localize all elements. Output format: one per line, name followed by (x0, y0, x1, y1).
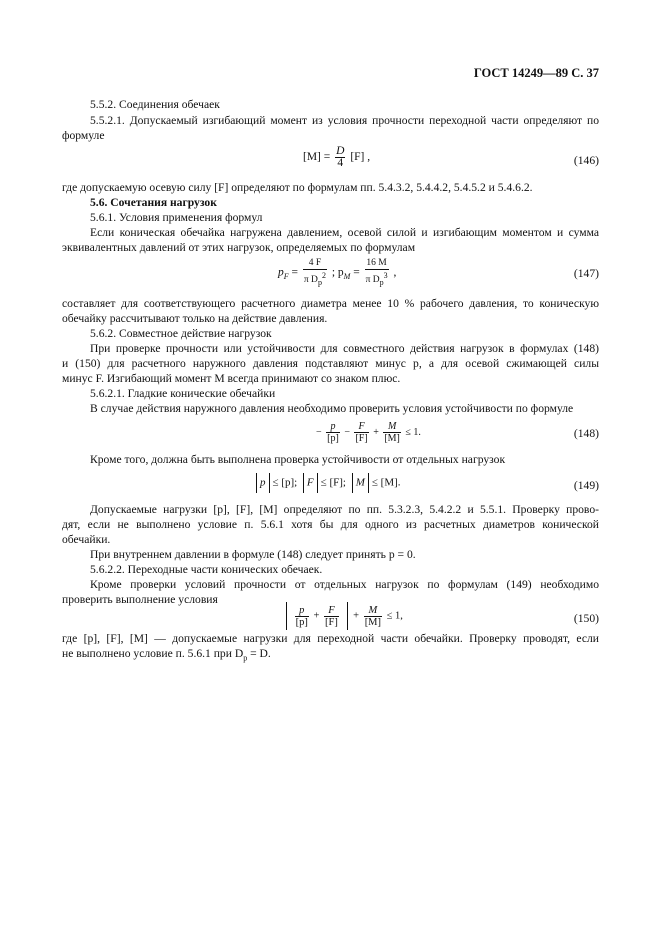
paragraph-line: Допускаемые нагрузки [p], [F], [M] определяют по пп. 5.3.2.3, 5.4.2.2 и 5.5.1. Проверку прово- (90, 503, 599, 516)
paragraph-line: формуле (62, 129, 105, 142)
section-title: 5.6.2.1. Гладкие конические обечайки (90, 387, 276, 400)
paragraph-line: обечайку рассчитывают только на действие давления. (62, 312, 328, 325)
formula-number: (147) (573, 267, 599, 280)
paragraph-line: составляет для соответствующего расчетного диаметра менее 10 % рабочего давления, то коническую (62, 297, 599, 310)
section-title: 5.6.2.2. Переходные части конических обечаек. (90, 563, 323, 576)
paragraph-line: эквивалентных давлений от этих нагрузок, определяемых по формулам (62, 241, 416, 254)
paragraph-line: дят, если не выполнено условие п. 5.6.1 хотя бы для одного из расчетных диаметров конической (62, 518, 599, 531)
section-title: 5.6.2. Совместное действие нагрузок (90, 327, 272, 340)
paragraph-line: 5.5.2.1. Допускаемый изгибающий момент из условия прочности переходной части определяют по (90, 114, 599, 127)
formula-number: (148) (573, 427, 599, 440)
formula-number: (149) (573, 479, 599, 492)
section-heading: 5.6. Сочетания нагрузок (90, 196, 217, 209)
paragraph-line: обечайки. (62, 533, 111, 546)
paragraph-line: Если коническая обечайка нагружена давлением, осевой силой и изгибающим моментом и сумма (90, 226, 599, 239)
paragraph-line: и (150) для расчетного наружного давления подставляют минус p, а для осевой сжимающей силы (62, 357, 599, 370)
paragraph-line: не выполнено условие п. 5.6.1 при $D_p = D$. (62, 647, 271, 663)
formula-148: − $\frac{p}{[p]}$ − $\frac{F}{[F]}$ + $\frac{M}{[M]}$ ≤ 1. (316, 421, 421, 444)
section-title: 5.6.1. Условия применения формул (90, 211, 263, 224)
paragraph-line: где [p], [F], [M] — допускаемые нагрузки для переходной части обечайки. Проверку проводят, если (62, 632, 599, 645)
paragraph-line: При проверке прочности или устойчивости для совместного действия нагрузок в формулах (148) (90, 342, 599, 355)
paragraph-line: В случае действия наружного давления необходимо проверить условия устойчивости по формуле (90, 402, 574, 415)
formula-146: [M] = $\frac{D}{4}$ [F] , (303, 145, 371, 169)
paragraph-line: где допускаемую осевую силу [F] определяют по формулам пп. 5.4.3.2, 5.4.4.2, 5.4.5.2 и 5.4.6.2. (62, 181, 533, 194)
formula-number: (146) (573, 154, 599, 167)
paragraph-line: Кроме проверки условий прочности от отдельных нагрузок по формулам (149) необходимо (90, 578, 599, 591)
formula-number: (150) (573, 612, 599, 625)
paragraph-line: Кроме того, должна быть выполнена проверка устойчивости от отдельных нагрузок (90, 453, 506, 466)
section-title: 5.5.2. Соединения обечаек (90, 98, 220, 111)
formula-147: $p_F$ = $\frac{4 F}{\pi D_p^2}$ ; $p_M$ = $\frac{16 M}{\pi D_p^3}$ , (278, 258, 397, 288)
page-header: ГОСТ 14249—89 С. 37 (473, 66, 599, 80)
paragraph-line: проверить выполнение условия (62, 593, 218, 606)
paragraph-line: минус F. Изгибающий момент M всегда принимают со знаком плюс. (62, 372, 401, 385)
formula-149: p ≤ [p]; F ≤ [F]; M ≤ [M]. (253, 473, 401, 493)
paragraph-line: При внутреннем давлении в формуле (148) следует принять p = 0. (90, 548, 416, 561)
formula-150: $\frac{p}{[p]}$ + $\frac{F}{[F]}$ + $\frac{M}{[M]}$ ≤ 1, (283, 602, 403, 630)
